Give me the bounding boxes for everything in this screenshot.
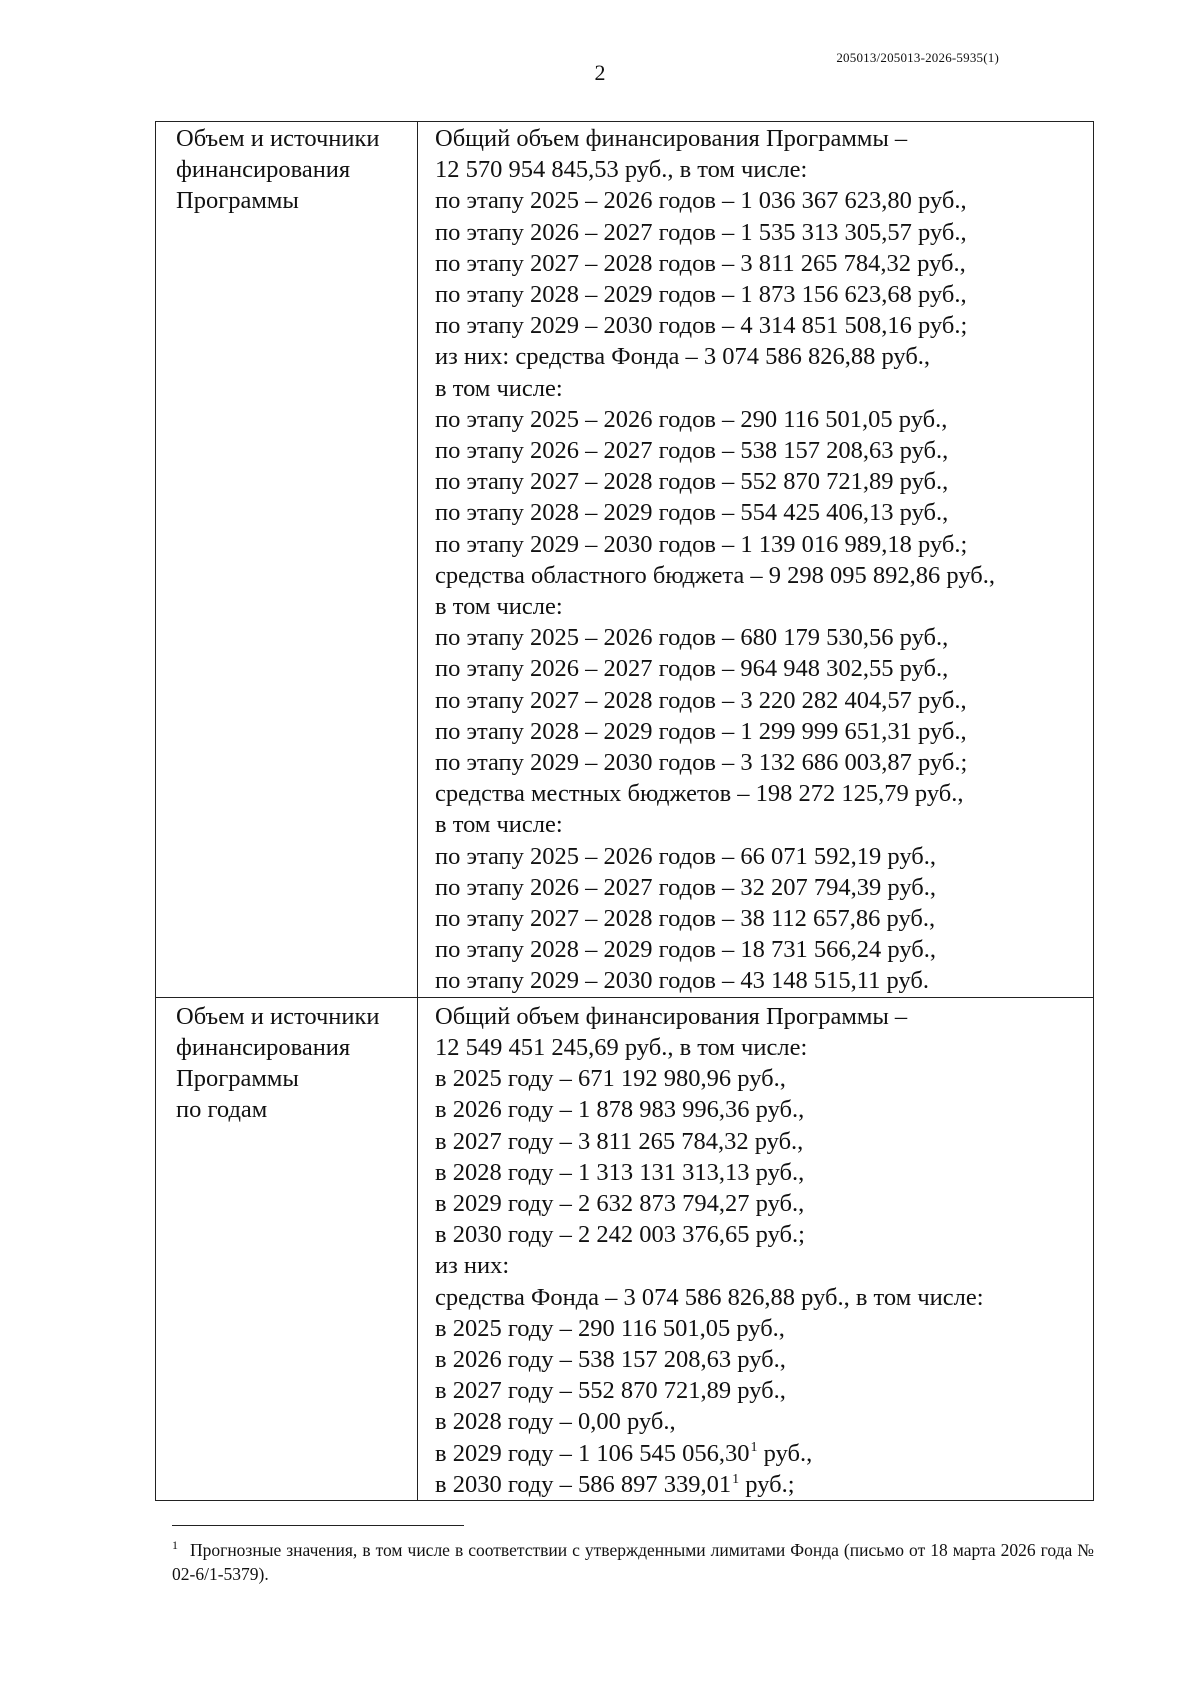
amount-text: в 2030 году – 586 897 339,01 — [435, 1470, 732, 1498]
content-line: средства Фонда – 3 074 586 826,88 руб., в том числе: — [435, 1283, 984, 1311]
content-line-footnoted — [435, 1438, 1093, 1469]
content-line: по этапу 2027 – 2028 годов – 3 811 265 784,32 руб., — [435, 249, 966, 277]
label-line: Объем и источники — [176, 1002, 380, 1030]
financing-table — [155, 121, 1094, 1501]
footnote-reference[interactable]: 1 — [732, 1471, 740, 1487]
page-number: 2 — [594, 60, 606, 85]
content-line: в 2027 году – 552 870 721,89 руб., — [435, 1377, 786, 1405]
label-line: Программы — [176, 187, 299, 215]
label-line: по годам — [176, 1096, 268, 1124]
label-line: Объем и источники — [176, 125, 380, 152]
content-line: 12 570 954 845,53 руб., в том числе: — [435, 156, 808, 184]
content-line: по этапу 2029 – 2030 годов – 1 139 016 989,18 руб.; — [435, 530, 968, 558]
content-line: по этапу 2025 – 2026 годов – 1 036 367 623,80 руб., — [435, 187, 967, 215]
content-line: по этапу 2028 – 2029 годов – 1 873 156 623,68 руб., — [435, 281, 967, 309]
content-line: по этапу 2029 – 2030 годов – 43 148 515,11 руб. — [435, 967, 929, 995]
content-line: средства местных бюджетов – 198 272 125,79 руб., — [435, 780, 964, 808]
content-line: в том числе: — [435, 593, 563, 621]
row-content-cell — [418, 997, 1094, 1500]
content-line: по этапу 2027 – 2028 годов – 552 870 721,89 руб., — [435, 468, 949, 496]
content-line: Общий объем финансирования Программы – — [435, 1002, 908, 1030]
document-id: 205013/205013-2026-5935(1) — [836, 50, 999, 65]
content-line: по этапу 2027 – 2028 годов – 3 220 282 404,57 руб., — [435, 686, 967, 714]
footnote-text: Прогнозные значения, в том числе в соответствии с утвержденными лимитами Фонда (письмо от 18 марта 2026 года № 02-6/1-5379). — [172, 1540, 1094, 1584]
content-line: 12 549 451 245,69 руб., в том числе: — [435, 1033, 808, 1061]
row-content-cell — [418, 122, 1094, 998]
content-line: по этапу 2026 – 2027 годов – 538 157 208,63 руб., — [435, 437, 949, 465]
footnote-reference[interactable]: 1 — [750, 1440, 758, 1456]
content-line: по этапу 2026 – 2027 годов – 1 535 313 305,57 руб., — [435, 218, 967, 246]
footnote-mark: 1 — [172, 1538, 178, 1553]
content-line: в 2025 году – 290 116 501,05 руб., — [435, 1314, 785, 1342]
table-row — [156, 997, 1094, 1500]
content-line: в 2028 году – 0,00 руб., — [435, 1408, 676, 1436]
label-line: финансирования — [176, 1033, 351, 1061]
content-line: по этапу 2025 – 2026 годов – 680 179 530,56 руб., — [435, 624, 949, 652]
footnote-divider — [172, 1525, 464, 1526]
content-line: в том числе: — [435, 374, 563, 402]
row-label-cell — [156, 122, 418, 998]
footnote — [172, 1538, 1094, 1586]
content-line: из них: средства Фонда – 3 074 586 826,88 руб., — [435, 343, 931, 371]
row-label-cell — [156, 997, 418, 1500]
content-line: в 2030 году – 2 242 003 376,65 руб.; — [435, 1221, 805, 1249]
content-line: в том числе: — [435, 811, 563, 839]
content-line: Общий объем финансирования Программы – — [435, 125, 908, 152]
content-line: по этапу 2028 – 2029 годов – 18 731 566,24 руб., — [435, 936, 937, 964]
content-line: средства областного бюджета – 9 298 095 892,86 руб., — [435, 561, 995, 589]
content-line: из них: — [435, 1252, 510, 1280]
amount-text: в 2029 году – 1 106 545 056,30 — [435, 1439, 750, 1467]
content-line: по этапу 2029 – 2030 годов – 3 132 686 003,87 руб.; — [435, 749, 968, 777]
content-line: по этапу 2028 – 2029 годов – 554 425 406,13 руб., — [435, 499, 949, 527]
content-line: в 2025 году – 671 192 980,96 руб., — [435, 1065, 786, 1093]
content-line: по этапу 2028 – 2029 годов – 1 299 999 651,31 руб., — [435, 717, 967, 745]
label-line: финансирования — [176, 156, 351, 184]
content-line: по этапу 2029 – 2030 годов – 4 314 851 508,16 руб.; — [435, 312, 968, 340]
amount-suffix: руб.; — [739, 1470, 795, 1498]
content-line: по этапу 2025 – 2026 годов – 290 116 501,05 руб., — [435, 405, 948, 433]
content-line: по этапу 2026 – 2027 годов – 32 207 794,39 руб., — [435, 873, 937, 901]
content-line: в 2026 году – 1 878 983 996,36 руб., — [435, 1096, 805, 1124]
content-line: в 2027 году – 3 811 265 784,32 руб., — [435, 1127, 804, 1155]
content-line: по этапу 2027 – 2028 годов – 38 112 657,86 руб., — [435, 905, 936, 933]
content-line: в 2026 году – 538 157 208,63 руб., — [435, 1345, 786, 1373]
amount-suffix: руб., — [757, 1439, 813, 1467]
table-row — [156, 122, 1094, 998]
content-line: по этапу 2025 – 2026 годов – 66 071 592,19 руб., — [435, 842, 937, 870]
content-line: в 2029 году – 2 632 873 794,27 руб., — [435, 1189, 805, 1217]
label-line: Программы — [176, 1065, 299, 1093]
content-line-footnoted — [435, 1469, 1093, 1500]
content-line: в 2028 году – 1 313 131 313,13 руб., — [435, 1158, 805, 1186]
content-line: по этапу 2026 – 2027 годов – 964 948 302,55 руб., — [435, 655, 949, 683]
